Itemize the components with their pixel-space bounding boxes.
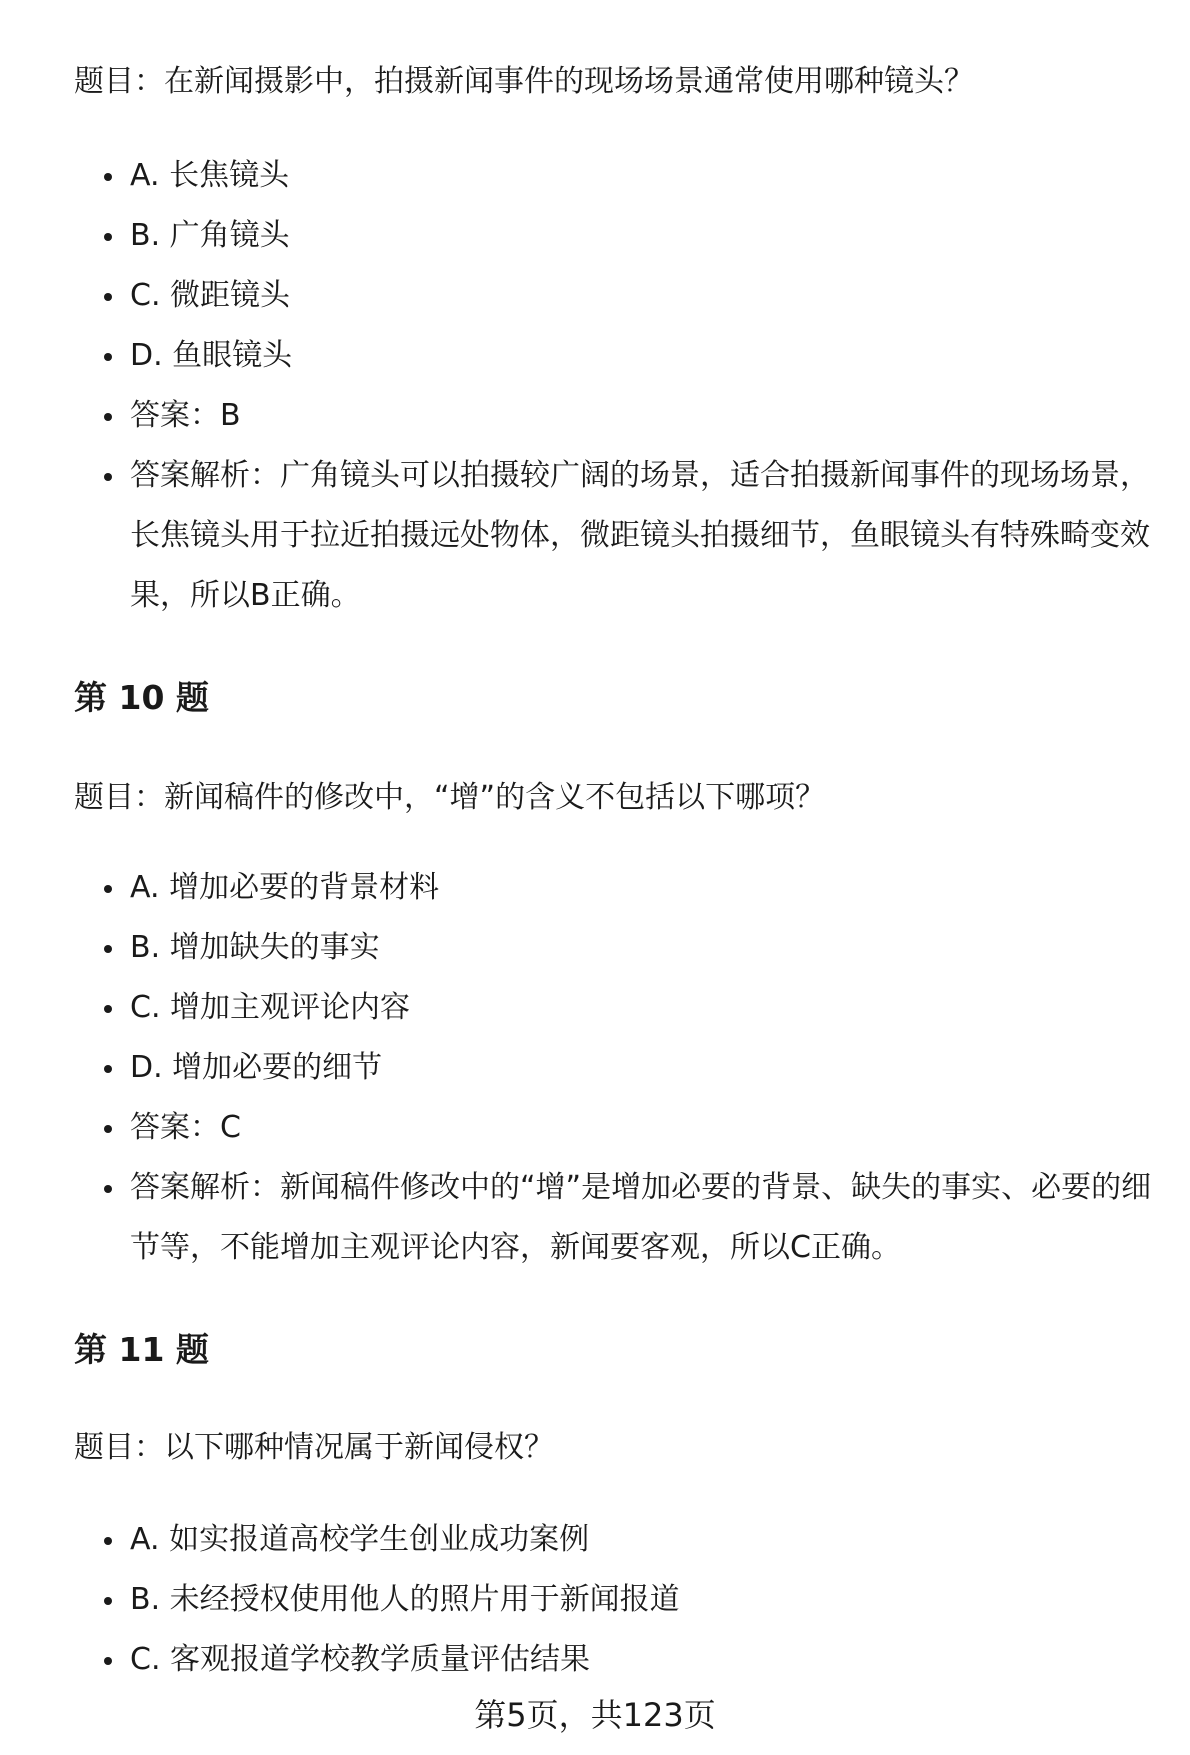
answer: 答案：C <box>74 1098 1154 1158</box>
option-c: C. 增加主观评论内容 <box>74 978 1154 1038</box>
answer: 答案：B <box>74 386 1154 446</box>
option-b: B. 未经授权使用他人的照片用于新闻报道 <box>74 1570 1154 1630</box>
question-11-heading: 第 11 题 <box>74 1330 209 1369</box>
option-c: C. 客观报道学校教学质量评估结果 <box>74 1630 1154 1690</box>
question-10-options <box>74 858 1154 1278</box>
question-10-text: 题目：新闻稿件的修改中，“增”的含义不包括以下哪项？ <box>74 780 826 815</box>
question-11-options <box>74 1510 1154 1690</box>
question-10-heading: 第 10 题 <box>74 678 209 717</box>
option-d: D. 鱼眼镜头 <box>74 326 1154 386</box>
option-c: C. 微距镜头 <box>74 266 1154 326</box>
question-9-options <box>74 146 1154 626</box>
option-b: B. 增加缺失的事实 <box>74 918 1154 978</box>
page-number-footer: 第5页，共123页 <box>474 1696 716 1734</box>
answer-explanation: 答案解析：新闻稿件修改中的“增”是增加必要的背景、缺失的事实、必要的细节等，不能增加主观评论内容，新闻要客观，所以C正确。 <box>74 1158 1154 1278</box>
option-d: D. 增加必要的细节 <box>74 1038 1154 1098</box>
answer-explanation: 答案解析：广角镜头可以拍摄较广阔的场景，适合拍摄新闻事件的现场场景，长焦镜头用于拉近拍摄远处物体，微距镜头拍摄细节，鱼眼镜头有特殊畸变效果，所以B正确。 <box>74 446 1154 626</box>
question-11-text: 题目：以下哪种情况属于新闻侵权？ <box>74 1430 554 1465</box>
question-9-text: 题目：在新闻摄影中，拍摄新闻事件的现场场景通常使用哪种镜头？ <box>74 64 974 99</box>
option-a: A. 增加必要的背景材料 <box>74 858 1154 918</box>
option-a: A. 如实报道高校学生创业成功案例 <box>74 1510 1154 1570</box>
option-a: A. 长焦镜头 <box>74 146 1154 206</box>
option-b: B. 广角镜头 <box>74 206 1154 266</box>
